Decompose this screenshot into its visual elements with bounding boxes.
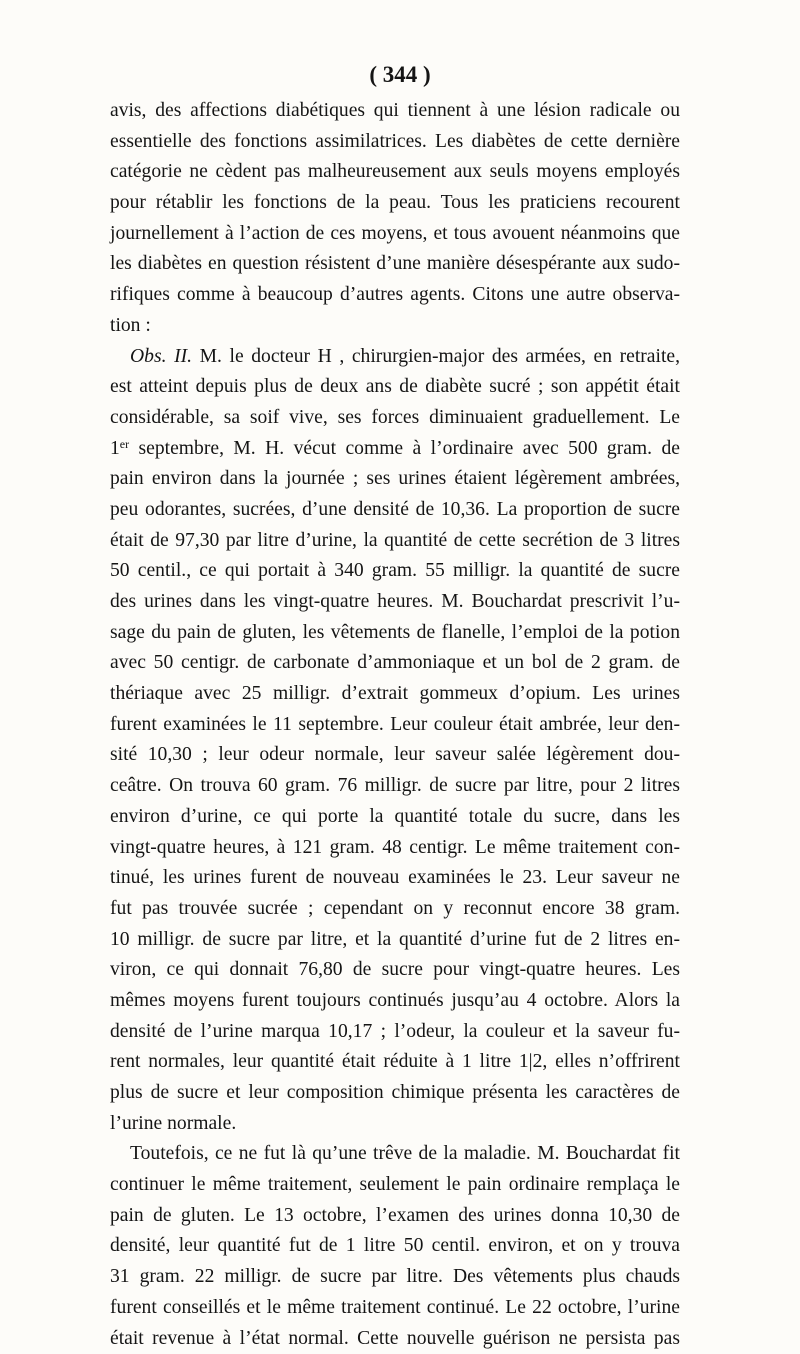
text-line: catégorie ne cèdent pas malheureusement aux seuls moyens employés xyxy=(110,157,680,188)
obs-label: Obs. II. xyxy=(130,346,192,367)
text-line: essentielle des fonctions assimilatrices. Les diabètes de cette dernière xyxy=(110,127,680,158)
text-line: pour rétablir les fonctions de la peau. Tous les praticiens recourent xyxy=(110,188,680,219)
text-line: mêmes moyens furent toujours continués jusqu’au 4 octobre. Alors la xyxy=(110,986,680,1017)
text-line: tinué, les urines furent de nouveau examinées le 23. Leur saveur ne xyxy=(110,863,680,894)
text-line: thériaque avec 25 milligr. d’extrait gommeux d’opium. Les urines xyxy=(110,679,680,710)
text-line: avis, des affections diabétiques qui tiennent à une lésion radicale ou xyxy=(110,96,680,127)
text-line: des urines dans les vingt-quatre heures. M. Bouchardat prescrivit l’u- xyxy=(110,587,680,618)
page-number: ( 344 ) xyxy=(0,62,800,88)
text-line: peu odorantes, sucrées, d’une densité de 10,36. La proportion de sucre xyxy=(110,495,680,526)
text-line: rifiques comme à beaucoup d’autres agents. Citons une autre observa- xyxy=(110,280,680,311)
text-line: était revenue à l’état normal. Cette nouvelle guérison ne persista pas xyxy=(110,1324,680,1354)
text-line: fut pas trouvée sucrée ; cependant on y reconnut encore 38 gram. xyxy=(110,894,680,925)
text-line: 1er septembre, M. H. vécut comme à l’ordinaire avec 500 gram. de xyxy=(110,434,680,465)
text-line: plus de sucre et leur composition chimique présenta les caractères de xyxy=(110,1078,680,1109)
text-line: furent conseillés et le même traitement continué. Le 22 octobre, l’urine xyxy=(110,1293,680,1324)
text-line: sité 10,30 ; leur odeur normale, leur saveur salée légèrement dou- xyxy=(110,740,680,771)
text-line: densité, leur quantité fut de 1 litre 50 centil. environ, et on y trouva xyxy=(110,1231,680,1262)
text-line: pain environ dans la journée ; ses urines étaient légèrement ambrées, xyxy=(110,464,680,495)
text-line: est atteint depuis plus de deux ans de diabète sucré ; son appétit était xyxy=(110,372,680,403)
text-line: viron, ce qui donnait 76,80 de sucre pour vingt-quatre heures. Les xyxy=(110,955,680,986)
text-line: sage du pain de gluten, les vêtements de flanelle, l’emploi de la potion xyxy=(110,618,680,649)
text-line: environ d’urine, ce qui porte la quantité totale du sucre, dans les xyxy=(110,802,680,833)
text-line: vingt-quatre heures, à 121 gram. 48 centigr. Le même traitement con- xyxy=(110,833,680,864)
text-line: densité de l’urine marqua 10,17 ; l’odeur, la couleur et la saveur fu- xyxy=(110,1017,680,1048)
text-line: pain de gluten. Le 13 octobre, l’examen des urines donna 10,30 de xyxy=(110,1201,680,1232)
text-line: l’urine normale. xyxy=(110,1109,680,1140)
text-line: considérable, sa soif vive, ses forces diminuaient graduellement. Le xyxy=(110,403,680,434)
text-line: tion : xyxy=(110,311,680,342)
text-line: était de 97,30 par litre d’urine, la quantité de cette secrétion de 3 litres xyxy=(110,526,680,557)
text-line: ceâtre. On trouva 60 gram. 76 milligr. de sucre par litre, pour 2 litres xyxy=(110,771,680,802)
text-line: rent normales, leur quantité était réduite à 1 litre 1|2, elles n’offrirent xyxy=(110,1047,680,1078)
text-body xyxy=(110,96,680,1354)
text-line: 31 gram. 22 milligr. de sucre par litre. Des vêtements plus chauds xyxy=(110,1262,680,1293)
text-line: furent examinées le 11 septembre. Leur couleur était ambrée, leur den- xyxy=(110,710,680,741)
text-line: 50 centil., ce qui portait à 340 gram. 55 milligr. la quantité de sucre xyxy=(110,556,680,587)
text-line: les diabètes en question résistent d’une manière désespérante aux sudo- xyxy=(110,249,680,280)
text-line-obs-heading: Obs. II. M. le docteur H , chirurgien-major des armées, en retraite, xyxy=(110,342,680,373)
text-line: avec 50 centigr. de carbonate d’ammoniaque et un bol de 2 gram. de xyxy=(110,648,680,679)
text-line: Toutefois, ce ne fut là qu’une trêve de la maladie. M. Bouchardat fit xyxy=(110,1139,680,1170)
text-line: journellement à l’action de ces moyens, et tous avouent néanmoins que xyxy=(110,219,680,250)
text-line: continuer le même traitement, seulement le pain ordinaire remplaça le xyxy=(110,1170,680,1201)
text-line: 10 milligr. de sucre par litre, et la quantité d’urine fut de 2 litres en- xyxy=(110,925,680,956)
ordinal-superscript: er xyxy=(120,437,129,451)
